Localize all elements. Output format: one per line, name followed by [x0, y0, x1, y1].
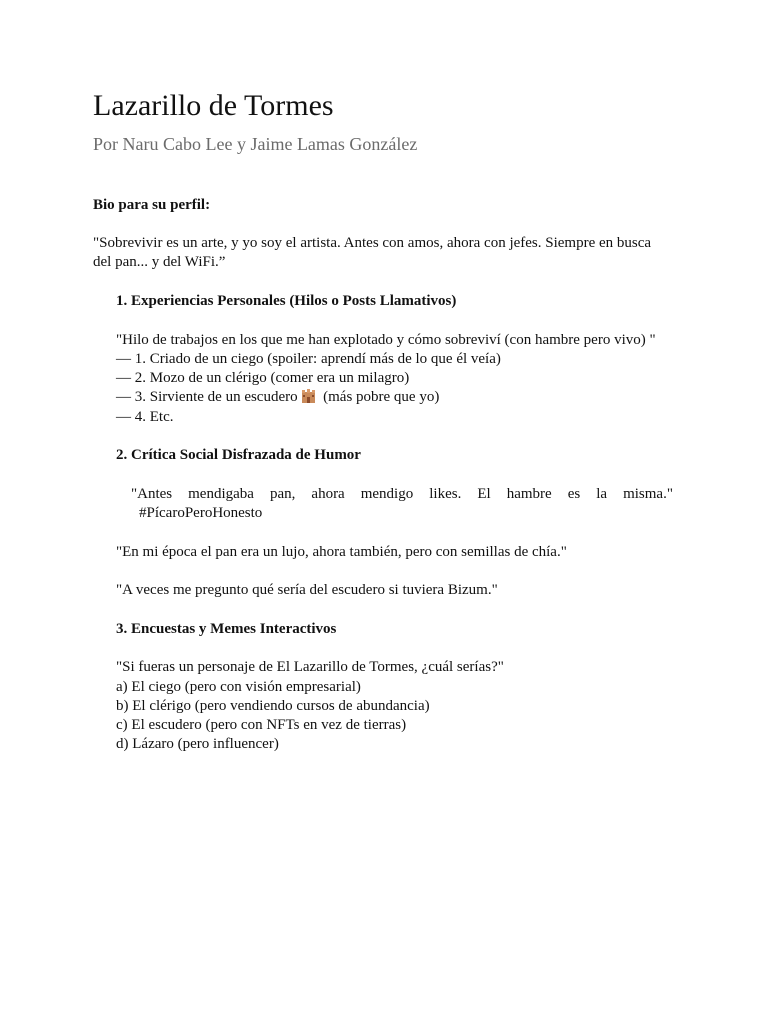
section-1-item-2: — 2. Mozo de un clérigo (comer era un milagro): [116, 370, 410, 386]
quote-1-word: es: [567, 486, 581, 502]
section-1-item-4: — 4. Etc.: [116, 409, 174, 425]
section-3-question: "Si fueras un personaje de El Lazarillo de Tormes, ¿cuál serías?": [116, 659, 504, 675]
section-1-item-1: — 1. Criado de un ciego (spoiler: aprendí más de lo que él veía): [116, 351, 501, 367]
section-3-heading: 3. Encuestas y Memes Interactivos: [116, 621, 337, 637]
quote-1-word: "Antes: [131, 486, 173, 502]
document-subtitle: Por Naru Cabo Lee y Jaime Lamas González: [93, 134, 418, 154]
quote-1-word: misma.": [623, 486, 673, 502]
section-1-intro: "Hilo de trabajos en los que me han explotado y cómo sobreviví (con hambre pero vivo) ": [116, 332, 656, 348]
quote-1-word: El: [477, 486, 491, 502]
quote-1-word: pan,: [269, 486, 296, 502]
section-2-quote-2: "En mi época el pan era un lujo, ahora también, pero con semillas de chía.": [116, 544, 567, 560]
section-2-hashtag: #PícaroPeroHonesto: [139, 505, 263, 521]
section-2-quote-3: "A veces me pregunto qué sería del escudero si tuviera Bizum.": [116, 582, 498, 598]
poll-option-a: a) El ciego (pero con visión empresarial): [116, 679, 361, 695]
section-1-heading: 1. Experiencias Personales (Hilos o Posts Llamativos): [116, 293, 457, 309]
bio-heading: Bio para su perfil:: [93, 197, 211, 213]
poll-option-d: d) Lázaro (pero influencer): [116, 736, 279, 752]
section-2-quote-1: [131, 485, 673, 504]
section-1-item-3: [116, 388, 439, 407]
section-2-heading: 2. Crítica Social Disfrazada de Humor: [116, 447, 361, 463]
quote-1-word: ahora: [311, 486, 345, 502]
section-1-item-3-text: — 3. Sirviente de un escudero: [116, 389, 298, 405]
castle-icon: [301, 389, 316, 403]
bio-text-line-2: del pan... y del WiFi.”: [93, 254, 226, 270]
poll-option-c: c) El escudero (pero con NFTs en vez de tierras): [116, 717, 407, 733]
quote-1-word: mendigaba: [188, 486, 254, 502]
section-1-item-3-suffix: (más pobre que yo): [323, 389, 440, 405]
quote-1-word: likes.: [429, 486, 462, 502]
document-title: Lazarillo de Tormes: [93, 89, 334, 122]
quote-1-word: la: [596, 486, 608, 502]
quote-1-word: mendigo: [360, 486, 414, 502]
bio-text-line-1: "Sobrevivir es un arte, y yo soy el artista. Antes con amos, ahora con jefes. Siempre en busca: [93, 235, 652, 251]
poll-option-b: b) El clérigo (pero vendiendo cursos de abundancia): [116, 698, 430, 714]
quote-1-word: hambre: [506, 486, 552, 502]
